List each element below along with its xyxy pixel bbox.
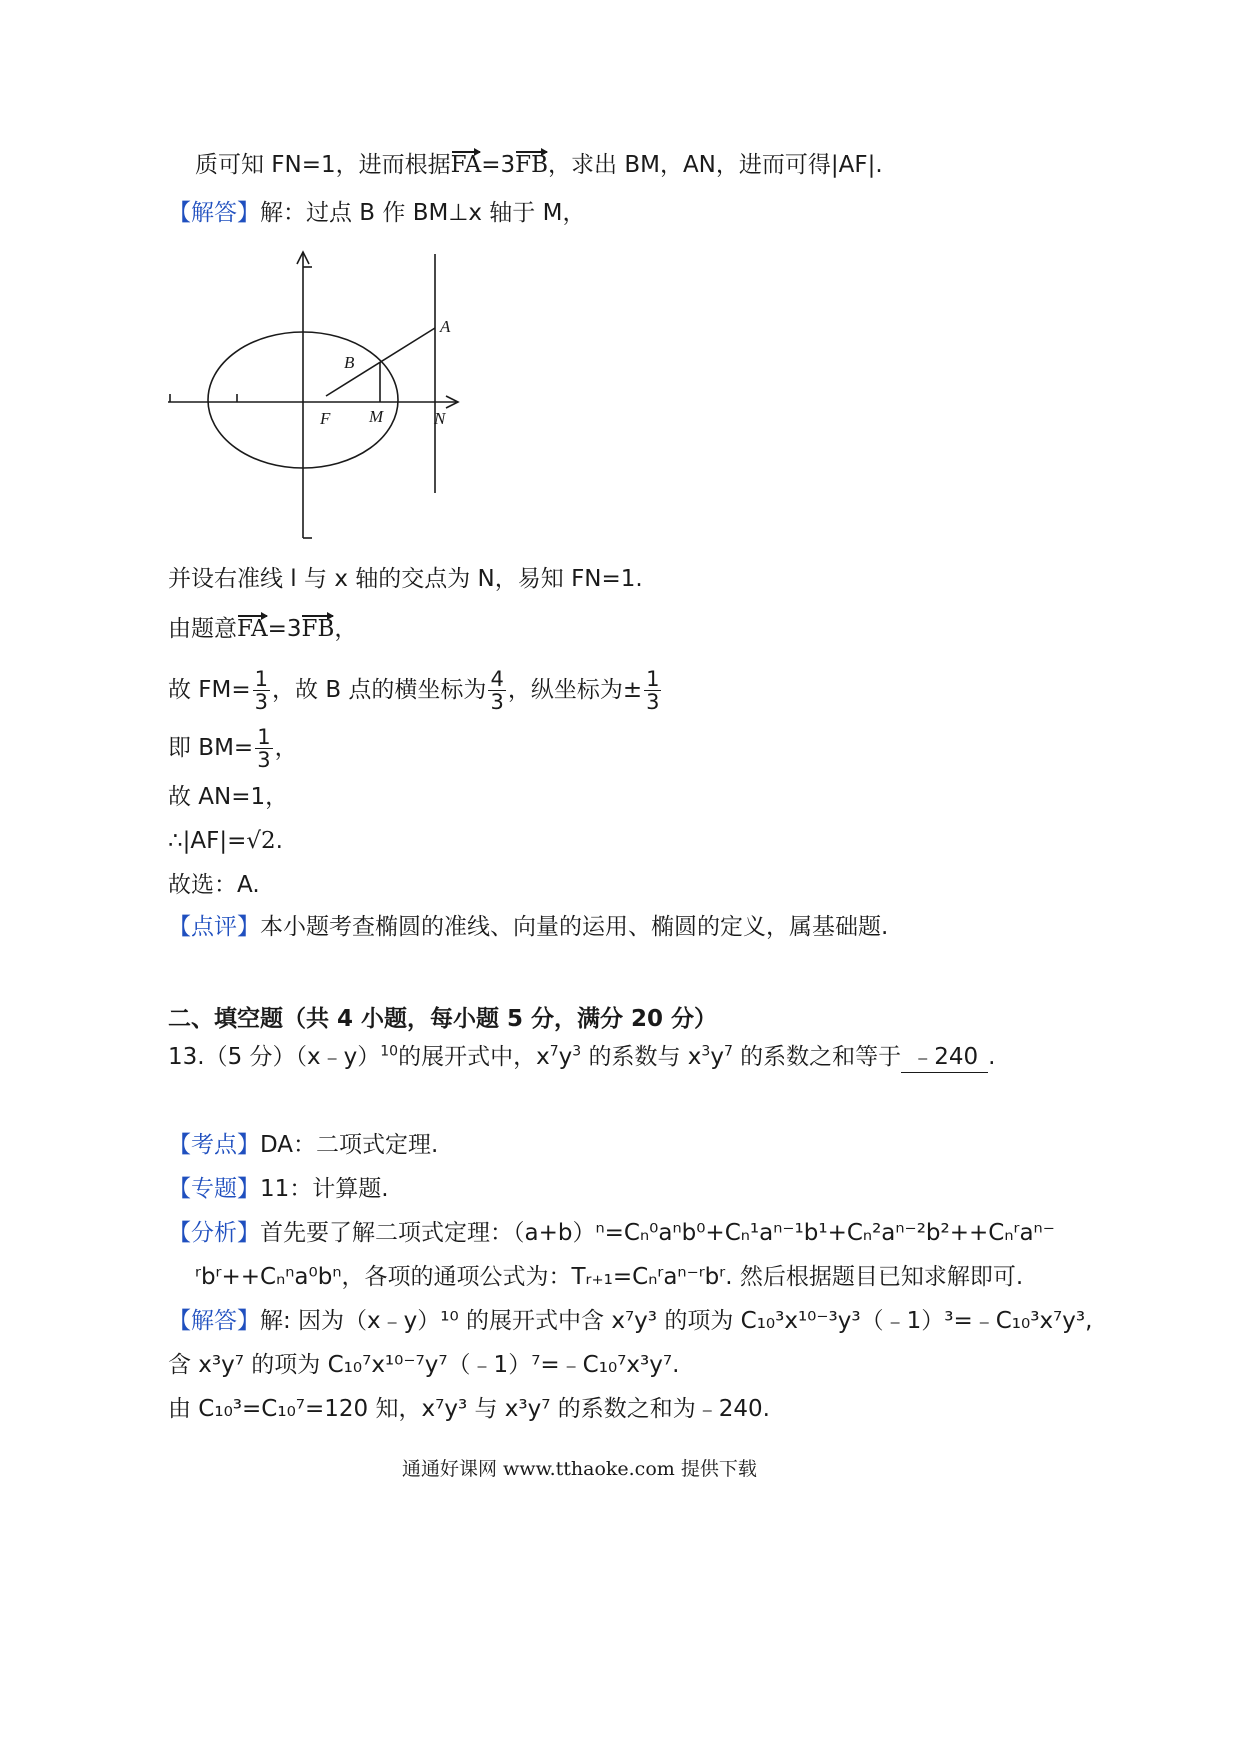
vector-fb: FB xyxy=(515,152,549,178)
q13-mid3: 的系数之和等于 xyxy=(732,1044,902,1070)
step-2-eq: =3 xyxy=(267,616,302,642)
fenxi-line-1 xyxy=(168,1218,1055,1248)
answer-text: 解：过点 B 作 BM⊥x 轴于 M， xyxy=(260,200,586,226)
answer-blank: ﹣240 xyxy=(901,1042,988,1073)
kaodian-text: DA：二项式定理. xyxy=(260,1132,439,1158)
q13-e3a: 3 xyxy=(572,1043,582,1060)
label-n: N xyxy=(434,409,446,428)
step-3-a: 故 FM= xyxy=(168,677,251,703)
sqrt-two: √2 xyxy=(246,828,276,854)
fraction-bm: $\frac{1}{3}$ xyxy=(257,725,271,772)
kaodian-tag: 【考点】 xyxy=(168,1132,260,1158)
vector-fa: FA xyxy=(450,152,482,178)
kaodian-line xyxy=(168,1130,438,1160)
step-7: 故选：A. xyxy=(168,872,260,898)
jieda-line-1 xyxy=(168,1306,1092,1336)
fraction-x: $\frac{4}{3}$ xyxy=(490,667,504,714)
fenxi-text-1: 首先要了解二项式定理：（a+b）ⁿ=Cₙ⁰aⁿb⁰+Cₙ¹aⁿ⁻¹b¹+Cₙ²aⁿ⁻²b²++Cₙʳaⁿ⁻ xyxy=(260,1220,1055,1246)
review-text: 本小题考查椭圆的准线、向量的运用、椭圆的定义，属基础题. xyxy=(260,914,889,940)
ellipse-figure xyxy=(160,240,480,550)
q13-e3b: 3 xyxy=(701,1043,711,1060)
jieda-line-2: 含 x³y⁷ 的项为 C₁₀⁷x¹⁰⁻⁷y⁷（﹣1）⁷=﹣C₁₀⁷x³y⁷. xyxy=(168,1352,680,1378)
step-4-a: 即 BM= xyxy=(168,735,254,761)
q13-pre: 13.（5 分）（x﹣y） xyxy=(168,1044,381,1070)
step-3 xyxy=(168,668,663,713)
q13-e7a: 7 xyxy=(549,1043,559,1060)
fenxi-line-2: ʳbʳ++Cₙⁿa⁰bⁿ，各项的通项公式为：Tᵣ₊₁=Cₙʳaⁿ⁻ʳbʳ. 然后根据题目已知求解即可. xyxy=(195,1264,1024,1290)
fraction-fm: $\frac{1}{3}$ xyxy=(254,667,269,714)
intro-eq: =3 xyxy=(481,152,516,178)
intro-text-1: 质可知 FN=1，进而根据 xyxy=(195,152,451,178)
q13-mid1: 的展开式中，x xyxy=(398,1044,550,1070)
step-3-c: ，纵坐标为± xyxy=(507,677,643,703)
jieda-line-3: 由 C₁₀³=C₁₀⁷=120 知，x⁷y³ 与 x³y⁷ 的系数之和为﹣240. xyxy=(168,1396,770,1422)
q13-mid2: 的系数与 x xyxy=(581,1044,702,1070)
q13-ya: y xyxy=(558,1044,573,1070)
q13-end: . xyxy=(988,1044,996,1070)
page-footer: 通通好课网 www.tthaoke.com 提供下载 xyxy=(402,1458,757,1480)
intro-text-2: ，求出 BM，AN，进而可得|AF|. xyxy=(548,152,883,178)
step-2-pre: 由题意 xyxy=(168,616,237,642)
q13-yb: y xyxy=(710,1044,724,1070)
label-f: F xyxy=(320,409,331,428)
fenxi-tag: 【分析】 xyxy=(168,1220,260,1246)
zhuanti-line xyxy=(168,1174,389,1204)
intro-line xyxy=(195,150,883,180)
step-3-b: ，故 B 点的横坐标为 xyxy=(272,677,487,703)
fraction-y: $\frac{1}{3}$ xyxy=(646,667,660,714)
review-tag: 【点评】 xyxy=(168,914,260,940)
step-6-b: . xyxy=(275,828,283,854)
step-6-a: ∴|AF|= xyxy=(168,828,247,854)
zhuanti-tag: 【专题】 xyxy=(168,1176,260,1202)
jieda-tag: 【解答】 xyxy=(168,1308,260,1334)
section-heading: 二、填空题（共 4 小题，每小题 5 分，满分 20 分） xyxy=(168,1006,718,1032)
step-2 xyxy=(168,614,357,644)
step-6 xyxy=(168,826,283,856)
label-a: A xyxy=(440,317,451,336)
jieda-text-1: 解: 因为（x﹣y）¹⁰ 的展开式中含 x⁷y³ 的项为 C₁₀³x¹⁰⁻³y³（﹣1）³=﹣C₁₀³x⁷y³, xyxy=(260,1308,1093,1334)
step-4-b: ， xyxy=(274,735,298,761)
zhuanti-text: 11：计算题. xyxy=(260,1176,389,1202)
question-13 xyxy=(168,1042,995,1073)
step-1: 并设右准线 l 与 x 轴的交点为 N，易知 FN=1. xyxy=(168,566,643,592)
answer-tag: 【解答】 xyxy=(168,200,260,226)
q13-exp: 10 xyxy=(380,1043,399,1060)
label-m: M xyxy=(369,407,384,426)
step-4 xyxy=(168,726,298,771)
q13-e7b: 7 xyxy=(723,1043,733,1060)
step-2-post: ， xyxy=(334,616,358,642)
step-5: 故 AN=1， xyxy=(168,784,289,810)
review-line xyxy=(168,912,888,942)
vector-fb-2: FB xyxy=(301,616,335,642)
label-b: B xyxy=(344,353,355,372)
answer-line xyxy=(168,198,585,228)
vector-fa-2: FA xyxy=(237,616,268,642)
